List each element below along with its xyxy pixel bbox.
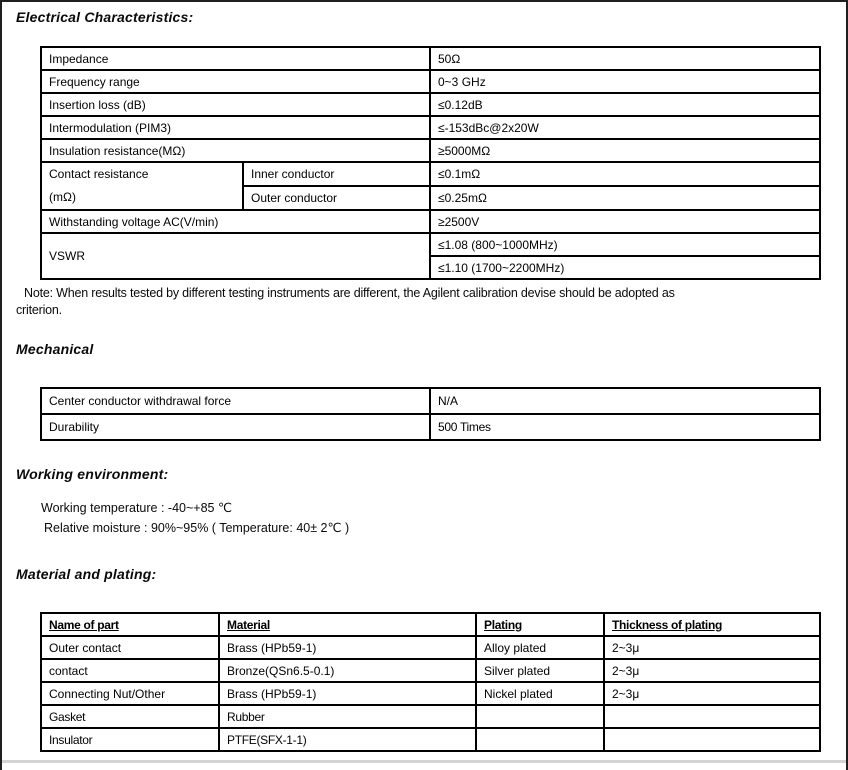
material-and-plating-heading: Material and plating: [16, 566, 157, 582]
mechanical-heading: Mechanical [16, 341, 94, 357]
row-label: Frequency range [41, 70, 430, 93]
table-row [41, 659, 820, 682]
table-row [41, 728, 820, 751]
row-label: Insulation resistance(MΩ) [41, 139, 430, 162]
cell-plating: Nickel plated [476, 682, 604, 705]
column-header [476, 613, 604, 636]
test-note [16, 285, 828, 319]
row-value: N/A [430, 388, 820, 414]
cell-material: Brass (HPb59-1) [219, 636, 476, 659]
table-row [41, 233, 820, 256]
cell-plating: Silver plated [476, 659, 604, 682]
cell-material: PTFE(SFX-1-1) [219, 728, 476, 751]
table-row [41, 210, 820, 233]
cell-part: Connecting Nut/Other [41, 682, 219, 705]
row-label: Intermodulation (PIM3) [41, 116, 430, 139]
row-sublabel: Outer conductor [243, 186, 430, 210]
cell-part: Outer contact [41, 636, 219, 659]
table-row [41, 705, 820, 728]
relative-moisture-line: Relative moisture : 90%~95% ( Temperature: 40± 2℃ ) [44, 521, 350, 535]
row-label: Durability [41, 414, 430, 440]
cell-material: Rubber [219, 705, 476, 728]
contact-resistance-label-line2: (mΩ) [49, 190, 76, 204]
header-thickness: Thickness of plating [612, 617, 723, 632]
table-row [41, 47, 820, 70]
working-temperature-line: Working temperature : -40~+85 ℃ [41, 501, 232, 515]
cell-plating: Alloy plated [476, 636, 604, 659]
column-header [41, 613, 219, 636]
electrical-characteristics-heading: Electrical Characteristics: [16, 9, 194, 25]
material-plating-table [40, 612, 821, 752]
table-row [41, 93, 820, 116]
cell-thickness [604, 728, 820, 751]
header-name-of-part: Name of part [49, 617, 119, 632]
row-value: ≤1.10 (1700~2200MHz) [430, 256, 820, 279]
row-value: ≤0.1mΩ [430, 162, 820, 186]
cell-part: Gasket [41, 705, 219, 728]
row-value: ≤0.12dB [430, 93, 820, 116]
page-bottom-separator [2, 760, 846, 763]
cell-thickness [604, 705, 820, 728]
cell-plating [476, 728, 604, 751]
table-row [41, 162, 820, 186]
note-line2: criterion. [16, 303, 62, 317]
working-environment-heading: Working environment: [16, 466, 169, 482]
cell-thickness: 2~3μ [604, 682, 820, 705]
table-row [41, 70, 820, 93]
row-sublabel: Inner conductor [243, 162, 430, 186]
cell-part: contact [41, 659, 219, 682]
note-line1: Note: When results tested by different testing instruments are different, the Agilent calibration devise should be adopted as [24, 286, 675, 300]
vswr-label-cell: VSWR [41, 233, 430, 279]
table-row [41, 414, 820, 440]
row-value: 0~3 GHz [430, 70, 820, 93]
row-value: ≤1.08 (800~1000MHz) [430, 233, 820, 256]
contact-resistance-label-cell [41, 162, 243, 210]
cell-material: Brass (HPb59-1) [219, 682, 476, 705]
row-label: Withstanding voltage AC(V/min) [41, 210, 430, 233]
header-plating: Plating [484, 617, 522, 632]
cell-thickness: 2~3μ [604, 659, 820, 682]
row-value: 50Ω [430, 47, 820, 70]
electrical-characteristics-table [40, 46, 821, 280]
table-row [41, 388, 820, 414]
cell-thickness: 2~3μ [604, 636, 820, 659]
contact-resistance-label-line1: Contact resistance [49, 167, 149, 181]
row-label: Center conductor withdrawal force [41, 388, 430, 414]
row-value: 500 Times [430, 414, 820, 440]
table-row [41, 139, 820, 162]
row-value: ≤0.25mΩ [430, 186, 820, 210]
row-value: ≥2500V [430, 210, 820, 233]
row-value: ≥5000MΩ [430, 139, 820, 162]
table-header-row [41, 613, 820, 636]
cell-part: Insulator [41, 728, 219, 751]
mechanical-table [40, 387, 821, 441]
table-row [41, 682, 820, 705]
cell-plating [476, 705, 604, 728]
column-header [219, 613, 476, 636]
row-label: Impedance [41, 47, 430, 70]
table-row [41, 116, 820, 139]
column-header [604, 613, 820, 636]
row-value: ≤-153dBc@2x20W [430, 116, 820, 139]
cell-material: Bronze(QSn6.5-0.1) [219, 659, 476, 682]
table-row [41, 636, 820, 659]
row-label: Insertion loss (dB) [41, 93, 430, 116]
header-material: Material [227, 617, 270, 632]
